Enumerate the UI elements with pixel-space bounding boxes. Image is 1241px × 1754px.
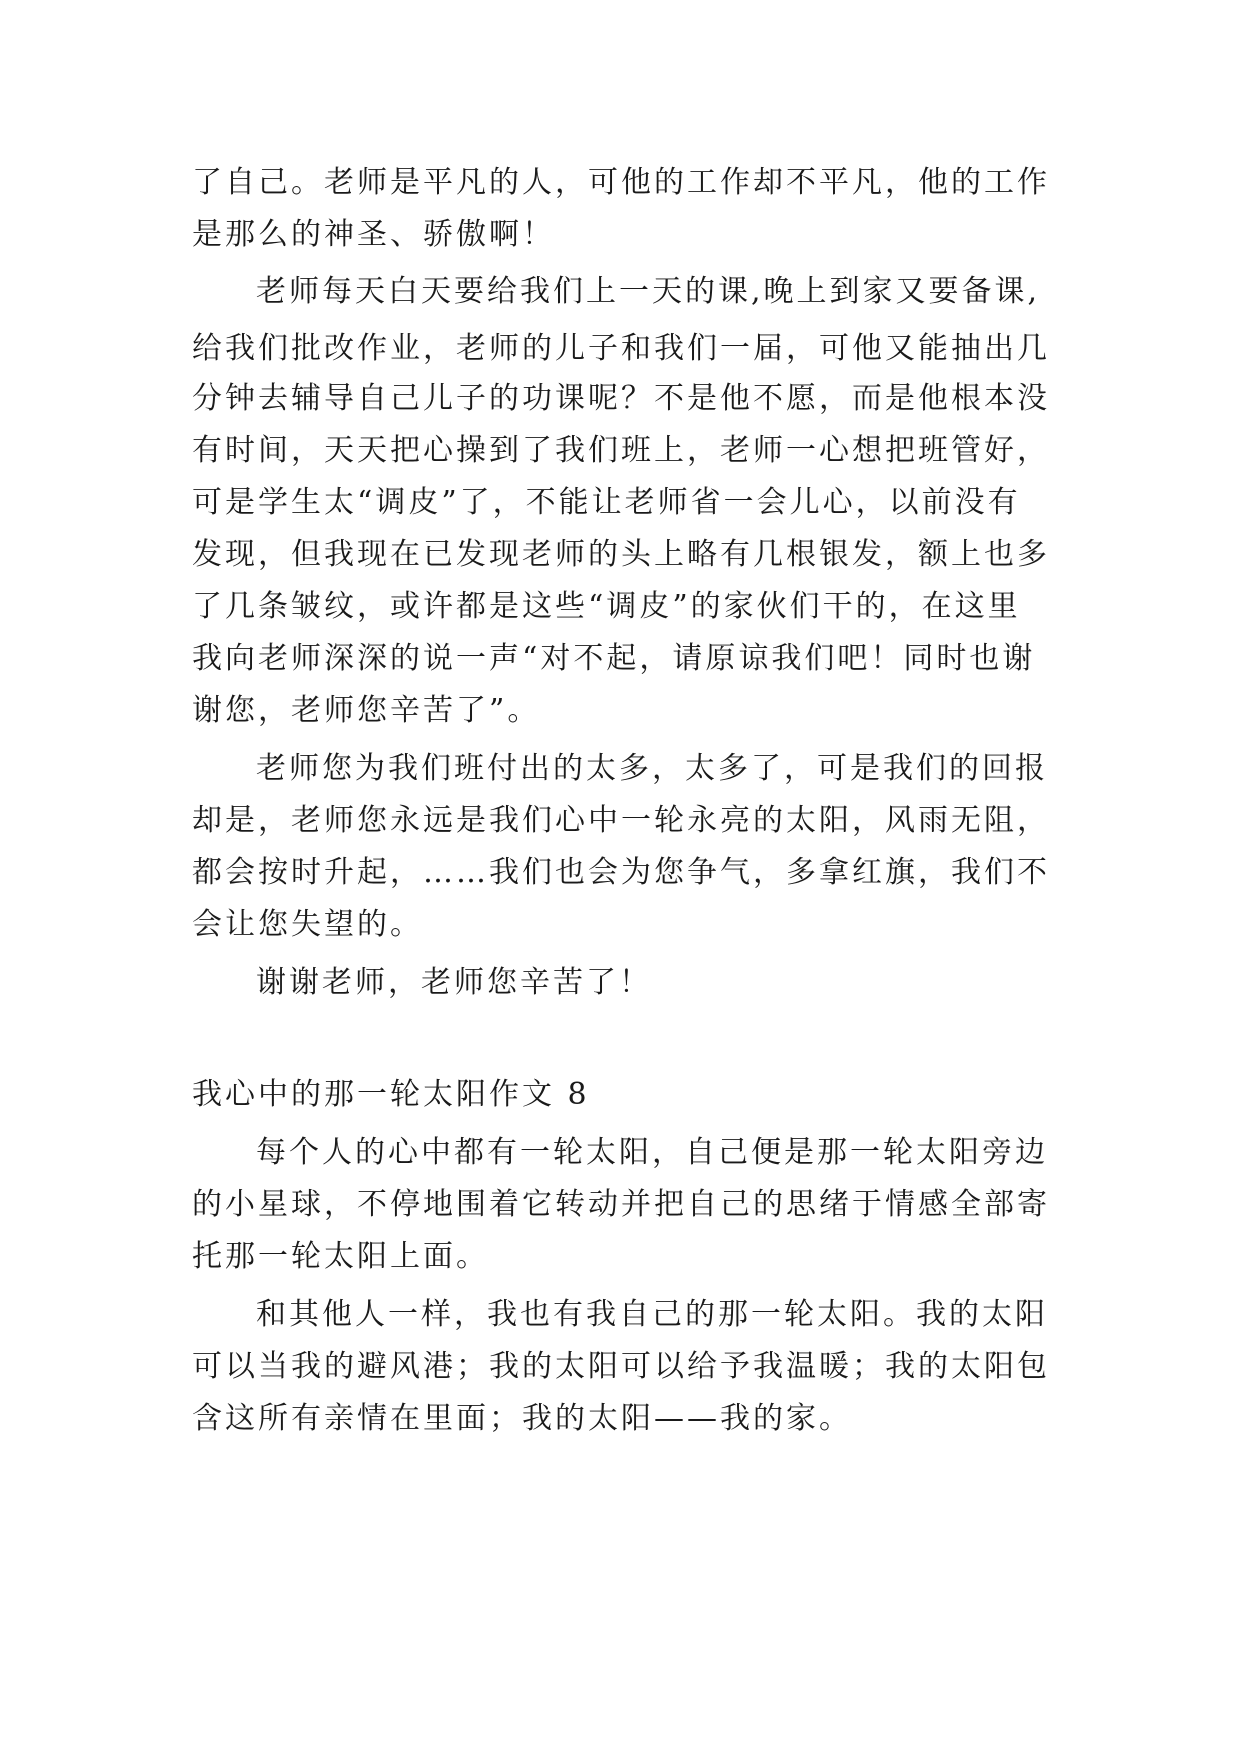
text-line: 是那么的神圣、骄傲啊！ [192,217,555,252]
text-line: 谢您，老师您辛苦了”。 [192,693,541,728]
text-line: 的小星球，不停地围着它转动并把自己的思绪于情感全部寄 [192,1187,1050,1222]
text-line: 分钟去辅导自己儿子的功课呢？不是他不愿，而是他根本没 [192,381,1050,416]
text-line: 了自己。老师是平凡的人，可他的工作却不平凡，他的工作 [192,165,1050,200]
text-line: 可是学生太“调皮”了，不能让老师省一会儿心，以前没有 [192,485,1021,520]
text-line: 都会按时升起，……我们也会为您争气，多拿红旗，我们不 [192,855,1050,890]
text-line: 发现，但我现在已发现老师的头上略有几根银发，额上也多 [192,537,1050,572]
text-line: 含这所有亲情在里面；我的太阳——我的家。 [192,1401,852,1436]
section-heading: 我心中的那一轮太阳作文 8 [192,1077,590,1112]
text-line: 老师每天白天要给我们上一天的课,晚上到家又要备课, [256,274,1041,309]
text-line: 每个人的心中都有一轮太阳，自己便是那一轮太阳旁边 [256,1135,1048,1170]
text-line: 有时间，天天把心操到了我们班上，老师一心想把班管好， [192,433,1050,468]
text-line: 我向老师深深的说一声“对不起，请原谅我们吧！同时也谢 [192,641,1036,676]
text-line: 了几条皱纹，或许都是这些“调皮”的家伙们干的，在这里 [192,589,1021,624]
text-line: 却是，老师您永远是我们心中一轮永亮的太阳，风雨无阻， [192,803,1050,838]
text-line: 和其他人一样，我也有我自己的那一轮太阳。我的太阳 [256,1297,1048,1332]
text-line: 谢谢老师，老师您辛苦了！ [256,965,652,1000]
text-line: 会让您失望的。 [192,907,423,942]
text-line: 托那一轮太阳上面。 [192,1239,489,1274]
text-line: 可以当我的避风港；我的太阳可以给予我温暖；我的太阳包 [192,1349,1050,1384]
text-line: 老师您为我们班付出的太多，太多了，可是我们的回报 [256,751,1048,786]
text-line: 给我们批改作业，老师的儿子和我们一届，可他又能抽出几 [192,331,1050,366]
